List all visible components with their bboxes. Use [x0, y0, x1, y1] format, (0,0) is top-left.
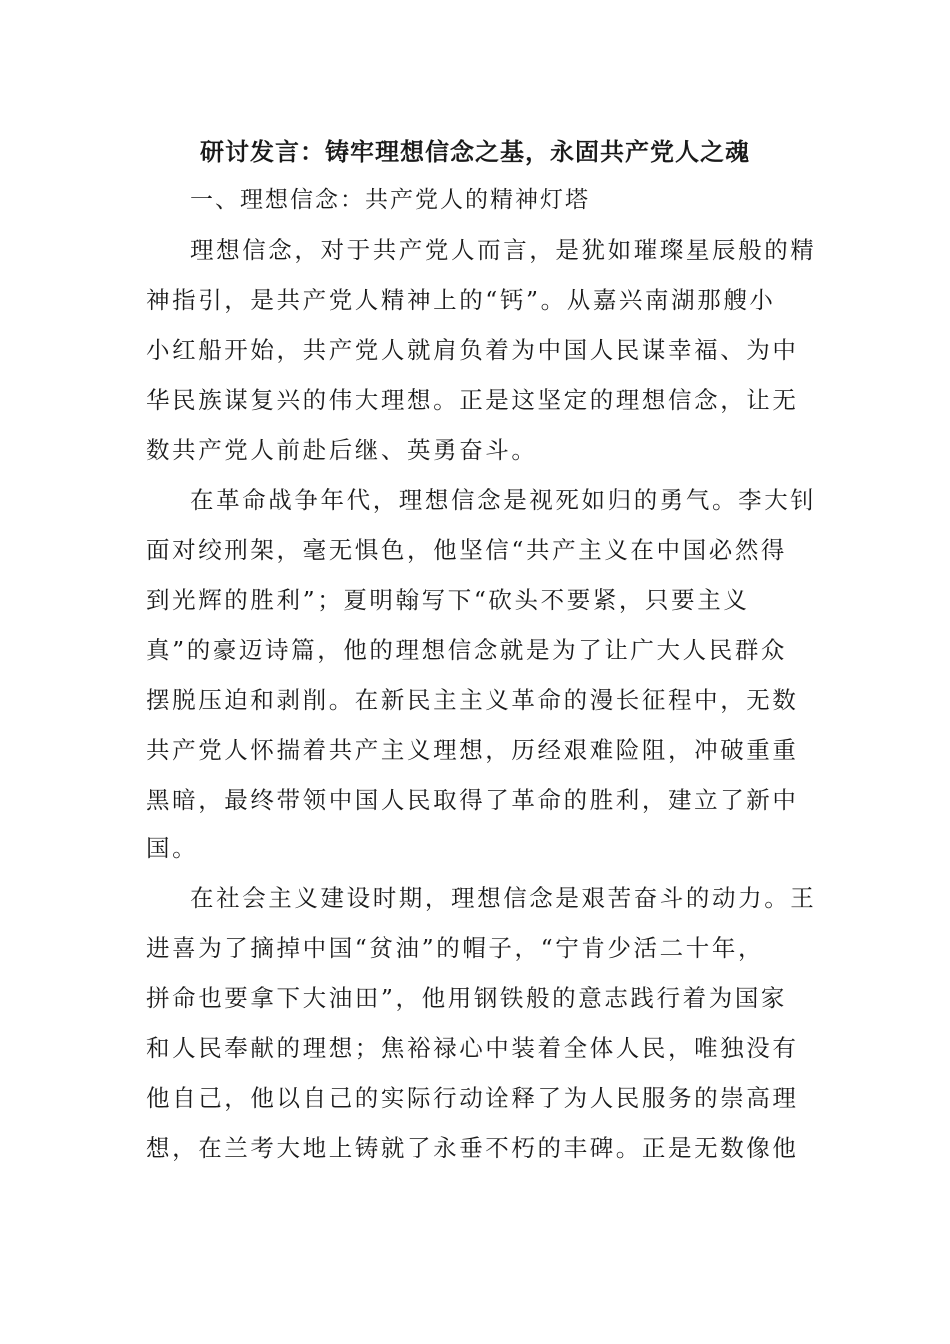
paragraph-line: 国。 — [146, 834, 199, 862]
paragraph-line: 共产党人怀揣着共产主义理想，历经艰难险阻，冲破重重 — [146, 736, 799, 764]
paragraph-line: 面对绞刑架，毫无惧色，他坚信“共产主义在中国必然得 — [146, 536, 788, 564]
paragraph-line: 理想信念，对于共产党人而言，是犹如璀璨星辰般的精 — [190, 236, 817, 264]
paragraph-line: 在革命战争年代，理想信念是视死如归的勇气。李大钊 — [190, 486, 817, 514]
paragraph-line: 黑暗，最终带领中国人民取得了革命的胜利，建立了新中 — [146, 786, 799, 814]
paragraph-line: 神指引，是共产党人精神上的“钙”。从嘉兴南湖那艘小 — [146, 286, 776, 314]
paragraph-line: 和人民奉献的理想；焦裕禄心中装着全体人民，唯独没有 — [146, 1034, 799, 1062]
paragraph-line: 拼命也要拿下大油田”，他用钢铁般的意志践行着为国家 — [146, 984, 788, 1012]
paragraph-line: 到光辉的胜利”；夏明翰写下“砍头不要紧，只要主义 — [146, 586, 750, 614]
paragraph-line: 想，在兰考大地上铸就了永垂不朽的丰碑。正是无数像他 — [146, 1134, 799, 1162]
section-heading: 一、理想信念：共产党人的精神灯塔 — [190, 187, 590, 213]
paragraph-line: 他自己，他以自己的实际行动诠释了为人民服务的崇高理 — [146, 1084, 799, 1112]
paragraph-line: 真”的豪迈诗篇，他的理想信念就是为了让广大人民群众 — [146, 636, 788, 664]
paragraph-line: 华民族谋复兴的伟大理想。正是这坚定的理想信念，让无 — [146, 386, 799, 414]
document-title: 研讨发言：铸牢理想信念之基，永固共产党人之魂 — [200, 137, 750, 166]
paragraph-line: 进喜为了摘掉中国“贫油”的帽子，“宁肯少活二十年， — [146, 934, 765, 962]
paragraph-line: 在社会主义建设时期，理想信念是艰苦奋斗的动力。王 — [190, 884, 817, 912]
paragraph-line: 数共产党人前赴后继、英勇奋斗。 — [146, 436, 538, 464]
paragraph-line: 小红船开始，共产党人就肩负着为中国人民谋幸福、为中 — [146, 336, 799, 364]
paragraph-line: 摆脱压迫和剥削。在新民主主义革命的漫长征程中，无数 — [146, 686, 799, 714]
